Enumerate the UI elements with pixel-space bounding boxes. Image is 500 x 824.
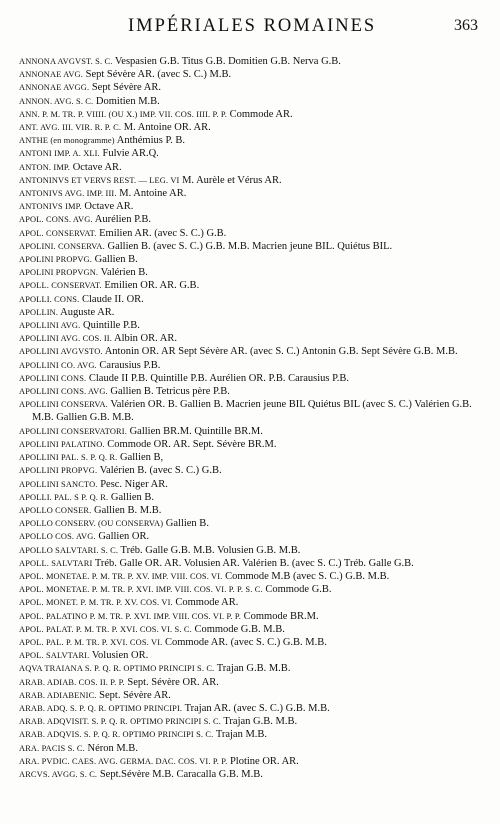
coin-legend: ANTONINVS ET VERVS REST. — LEG. VI [19,175,180,185]
coin-legend: APOLLO COS. AVG. [19,532,96,542]
coin-legend: ANTONI IMP. A. XLI. [19,149,100,159]
entry [19,108,489,121]
entry [19,345,489,358]
coin-legend: ANTONIVS IMP. [19,202,82,212]
entry [19,240,489,253]
coin-legend: APOL. SALVTARI. [19,651,90,661]
entry [19,55,489,68]
emperor-and-metals: Gallien B. Tetricus père P.B. [110,386,230,398]
entry [19,623,489,636]
coin-legend: APOLLINI AVG. [19,321,81,331]
emperor-and-metals: Octave AR. [72,161,122,173]
coin-legend: APOLL. SALVTARI [19,558,93,568]
coin-legend: APOLLINI AVG. COS. II. [19,334,112,344]
emperor-and-metals: Fulvie AR.Q. [102,148,159,160]
entry [19,557,489,570]
entry [19,610,489,623]
entry [19,266,489,279]
entry [19,504,489,517]
emperor-and-metals: Aurélien P.B. [94,214,152,226]
emperor-and-metals: Volusien OR. [91,650,149,662]
entry [19,689,489,702]
emperor-and-metals: Gallien B. [165,518,209,530]
coin-legend: APOLLINI PROPVG. [19,466,98,476]
emperor-and-metals: Auguste AR. [60,306,115,318]
entry [19,596,489,609]
coin-legend: APOLLINI AVGVSTO. [19,347,103,357]
emperor-and-metals: Commode OR. AR. Sept. Sévère BR.M. [107,438,277,450]
entry [19,728,489,741]
emperor-and-metals: Trajan G.B. M.B. [216,663,291,675]
entry [19,517,489,530]
emperor-and-metals: Trajan M.B. [215,729,268,741]
coin-legend: APOL. CONSERVAT. [19,228,97,238]
emperor-and-metals: Gallien OR. [98,531,150,543]
emperor-and-metals: Gallien BR.M. Quintille BR.M. [129,425,263,437]
coin-legend: APOLLINI PALATINO. [19,439,105,449]
coin-legend: APOLLINI CONSERVATORI. [19,426,127,436]
entry [19,702,489,715]
entry [19,306,489,319]
emperor-and-metals: Gallien B. M.B. [94,504,162,516]
entry [19,715,489,728]
emperor-and-metals: Néron M.B. [87,742,138,754]
coin-legend: ANNONA AVGVST. S. C. [19,57,113,66]
emperor-and-metals: Sept. Sévère OR. AR. [127,676,219,688]
coin-legend: APOLLO CONSER. [19,505,92,515]
emperor-and-metals: Plotine OR. AR. [229,755,299,767]
running-title: IMPÉRIALES ROMAINES [128,16,377,36]
entry [19,544,489,557]
entry [19,662,489,675]
coin-legend: ARAB. ADQVIS. S. P. Q. R. OPTIMO PRINCIPI S. C. [19,730,214,740]
coin-legend: APOLLINI SANCTO. [19,479,98,489]
entry [19,95,489,108]
entry [19,570,489,583]
coin-legend: ARAB. ADIAB. COS. II. P. P. [19,677,125,687]
emperor-and-metals: Tréb. Galle G.B. M.B. Volusien G.B. M.B. [120,544,301,556]
coin-legend: ANT. AVG. III. VIR. R. P. C. [19,123,122,133]
emperor-and-metals: M. Antoine AR. [119,188,187,200]
entry [19,398,489,424]
emperor-and-metals: Emilien AR. (avec S. C.) G.B. [99,227,227,239]
coin-legend: ANNONAE AVGG. [19,83,90,93]
entry [19,755,489,768]
entry [19,279,489,292]
coin-legend: AQVA TRAIANA S. P. Q. R. OPTIMO PRINCIPI S. C. [19,664,215,674]
emperor-and-metals: Commode AR. [175,597,239,609]
coin-legend: APOLLINI CONS. [19,373,87,383]
coin-legend: APOLLI. PAL. S P. Q. R. [19,492,109,502]
emperor-and-metals: Carausius P.B. [99,359,161,371]
coin-legend: ANTON. IMP. [19,162,71,172]
entry [19,451,489,464]
coin-legend: APOL. MONET. P. M. TR. P. XV. COS. VI. [19,598,173,608]
coin-legend: ARCVS. AVGG. S. C. [19,769,98,779]
entry [19,372,489,385]
page-header [0,16,500,42]
emperor-and-metals: Quintille P.B. [82,320,140,332]
coin-legend: APOLINI PROPVGN. [19,268,99,278]
emperor-and-metals: Emilien OR. AR. G.B. [104,280,200,292]
emperor-and-metals: Gallien B. (avec S. C.) G.B. M.B. Macrien jeune BIL. Quiétus BIL. [107,240,393,252]
emperor-and-metals: Domitien M.B. [95,95,160,107]
coin-legend: APOLINI PROPVG. [19,255,92,265]
entry [19,636,489,649]
entry [19,187,489,200]
emperor-and-metals: Claude II. OR. [81,293,144,305]
coin-legend: APOL. PAL. P. M. TR. P. XVI. COS. VI. [19,637,163,647]
emperor-and-metals: Trajan AR. (avec S. C.) G.B. M.B. [184,702,330,714]
entry [19,227,489,240]
emperor-and-metals: Valérien B. [100,267,148,279]
entry [19,649,489,662]
emperor-and-metals: Commode BR.M. [243,610,319,622]
coin-legend: ANNONAE AVG. [19,70,83,80]
emperor-and-metals: Sept Sévère AR. (avec S. C.) M.B. [85,69,232,81]
emperor-and-metals: Commode M.B (avec S. C.) G.B. M.B. [225,570,390,582]
coin-legend: ARAB. ADIABENIC. [19,690,97,700]
entry [19,583,489,596]
emperor-and-metals: Gallien B. [94,254,138,266]
coin-legend: APOLLO SALVTARI. S. C. [19,545,119,555]
emperor-and-metals: Vespasien G.B. Titus G.B. Domitien G.B. Nerva G.B. [114,56,341,67]
emperor-and-metals: Commode G.B. M.B. [194,623,285,635]
entry [19,213,489,226]
entry [19,438,489,451]
emperor-and-metals: Valérien B. (avec S. C.) G.B. [99,465,222,477]
entry [19,742,489,755]
coin-legend: APOLLO CONSERV. (OU CONSERVA) [19,519,164,529]
entry [19,161,489,174]
entry-list [19,55,489,781]
emperor-and-metals: Gallien B, [120,452,164,464]
coin-legend: ARA. PVDIC. CAES. AVG. GERMA. DAC. COS. VI. P. P. [19,756,228,766]
emperor-and-metals: Commode AR. [229,108,293,120]
emperor-and-metals: Sept. Sévère AR. [99,689,171,701]
emperor-and-metals: Anthémius P. B. [116,135,186,147]
emperor-and-metals: Albin OR. AR. [114,333,178,345]
emperor-and-metals: Gallien B. [110,491,155,503]
emperor-and-metals: Trajan G.B. M.B. [223,716,298,728]
entry [19,385,489,398]
coin-legend: APOL. MONETAE. P. M. TR. P. XV. IMP. VIII. COS. VI. [19,571,223,581]
entry [19,768,489,781]
coin-legend: ANN. P. M. TR. P. VIIII. (OU X.) IMP. VII. COS. IIII. P. P. [19,109,228,119]
coin-legend: APOLLI. CONS. [19,294,80,304]
entry [19,147,489,160]
coin-legend: ANTONIVS AVG. IMP. III. [19,189,117,199]
page-number: 363 [454,17,478,34]
coin-legend: APOLLINI CO. AVG. [19,360,97,370]
emperor-and-metals: M. Aurèle et Vérus AR. [182,174,282,186]
entry [19,81,489,94]
entry [19,530,489,543]
entry [19,174,489,187]
coin-legend: APOL. PALATINO P. M. TR. P. XVI. IMP. VIII. COS. VI. P. P. [19,611,241,621]
emperor-and-metals: Octave AR. [84,201,134,213]
entry [19,134,489,147]
entry [19,121,489,134]
emperor-and-metals: M. Antoine OR. AR. [123,122,211,134]
emperor-and-metals: Sept Sévère AR. [91,82,161,94]
coin-legend: APOL. PALAT. P. M. TR. P. XVI. COS. VI. S. C. [19,624,192,634]
entry [19,359,489,372]
entry [19,200,489,213]
entry [19,293,489,306]
entry [19,676,489,689]
emperor-and-metals: Valérien OR. B. Gallien B. Macrien jeune BIL Quiétus BIL (avec S. C.) Valérien G.B. M.B. Gallien G.B. M.B. [32,399,472,424]
emperor-and-metals: Tréb. Galle OR. AR. Volusien AR. Valérien B. (avec S. C.) Tréb. Galle G.B. [94,557,414,569]
coin-legend: APOLLINI PAL. S. P. Q. R. [19,453,118,463]
entry [19,319,489,332]
emperor-and-metals: Claude II P.B. Quintille P.B. Aurélien OR. P.B. Carausius P.B. [88,372,350,384]
coin-legend: APOL. CONS. AVG. [19,215,93,225]
entry [19,253,489,266]
emperor-and-metals: Commode G.B. [265,584,332,596]
entry [19,478,489,491]
coin-legend: APOLL. CONSERVAT. [19,281,102,291]
emperor-and-metals: Pesc. Niger AR. [100,478,168,490]
coin-legend: APOLLINI CONSERVA. [19,400,108,410]
entry [19,425,489,438]
emperor-and-metals: Commode AR. (avec S. C.) G.B. M.B. [165,636,327,648]
entry [19,332,489,345]
emperor-and-metals: Antonin OR. AR Sept Sévère AR. (avec S. C.) Antonin G.B. Sept Sévère G.B. M.B. [104,346,458,358]
coin-legend: ARA. PACIS S. C. [19,743,85,753]
coin-legend: ANNON. AVG. S. C. [19,96,94,106]
entry [19,491,489,504]
coin-legend: ARAB. ADQVISIT. S. P. Q. R. OPTIMO PRINCIPI S. C. [19,717,221,727]
emperor-and-metals: Sept.Sévère M.B. Caracalla G.B. M.B. [99,768,263,780]
coin-legend: ARAB. ADQ. S. P. Q. R. OPTIMO PRINCIPI. [19,703,183,713]
coin-legend: ANTHE (en monogramme) [19,136,115,146]
coin-legend: APOL. MONETAE. P. M. TR. P. XVI. IMP. VIII. COS. VI. P. P. S. C. [19,585,263,595]
entry [19,68,489,81]
coin-legend: APOLINI. CONSERVA. [19,241,105,251]
coin-legend: APOLLINI CONS. AVG. [19,387,108,397]
entry [19,464,489,477]
coin-legend: APOLLIN. [19,307,59,317]
